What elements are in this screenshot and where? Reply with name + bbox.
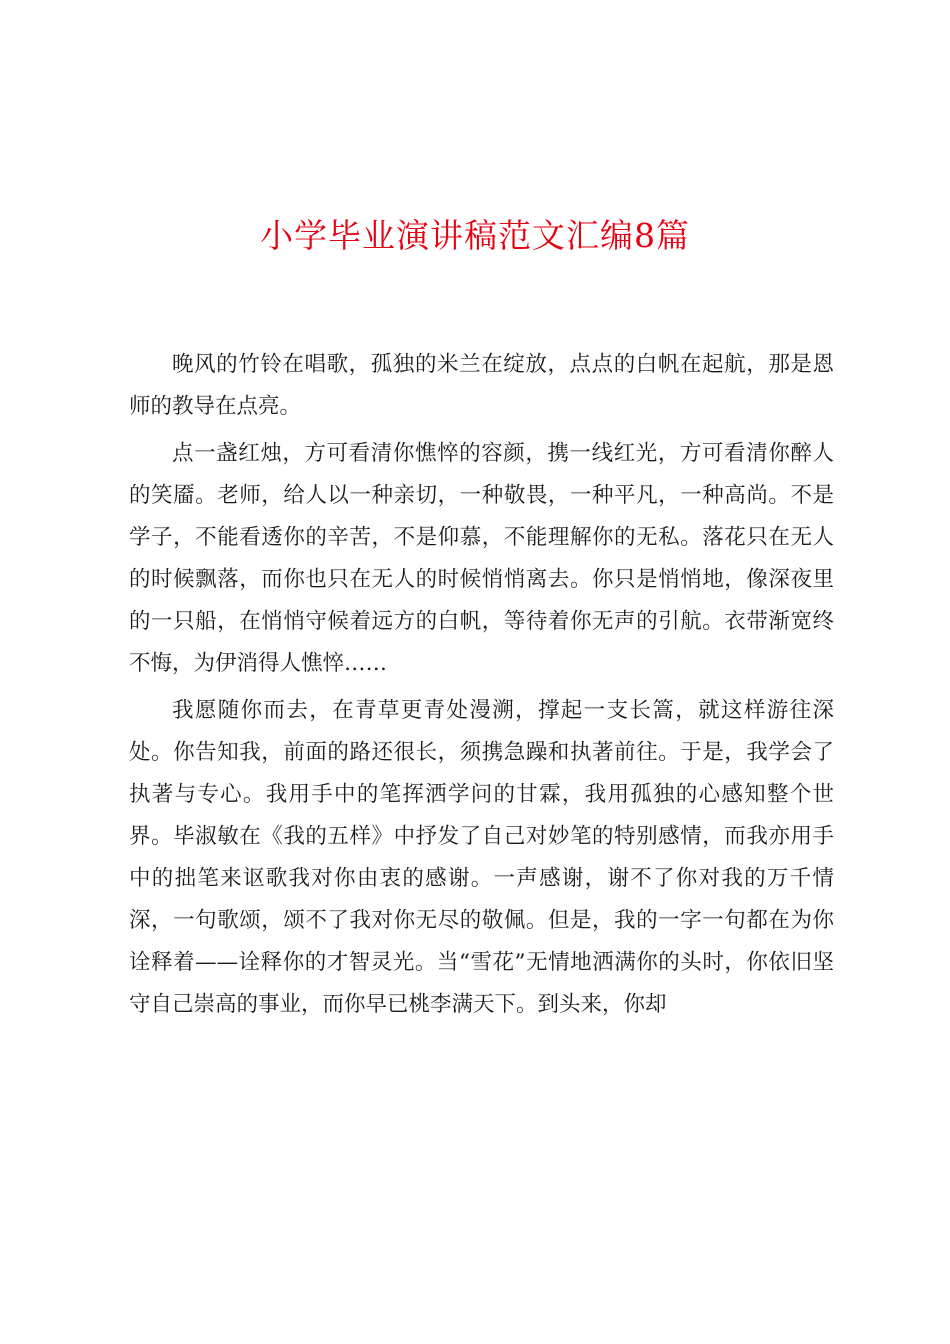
paragraph: 我愿随你而去，在青草更青处漫溯，撑起一支长篙，就这样游往深处。你告知我，前面的路还很长，须携急躁和执著前往。于是，我学会了执著与专心。我用手中的笔挥洒学问的甘霖，我用孤独的心感知整个世界。毕淑敏在《我的五样》中抒发了自己对妙笔的特别感情，而我亦用手中的拙笔来讴歌我对你由衷的感谢。一声感谢，谢不了你对我的万千情深，一句歌颂，颂不了我对你无尽的敬佩。但是，我的一字一句都在为你诠释着——诠释你的才智灵光。当“雪花”无情地洒满你的头时，你依旧坚守自己崇高的事业，而你早已桃李满天下。到头来，你却 <box>129 698 834 1017</box>
paragraph: 点一盏红烛，方可看清你憔悴的容颜，携一线红光，方可看清你醉人的笑靥。老师，给人以一种亲切，一种敬畏，一种平凡，一种高尚。不是学子，不能看透你的辛苦，不是仰慕，不能理解你的无私。落花只在无人的时候飘落，而你也只在无人的时候悄悄离去。你只是悄悄地，像深夜里的一只船，在悄悄守候着远方的白帆，等待着你无声的引航。衣带渐宽终不悔，为伊消得人憔悴…… <box>129 441 834 676</box>
document-body <box>129 344 834 1031</box>
paragraph: 晚风的竹铃在唱歌，孤独的米兰在绽放，点点的白帆在起航，那是恩师的教导在点亮。 <box>129 352 834 419</box>
document-title: 小学毕业演讲稿范文汇编8篇 <box>260 216 690 255</box>
